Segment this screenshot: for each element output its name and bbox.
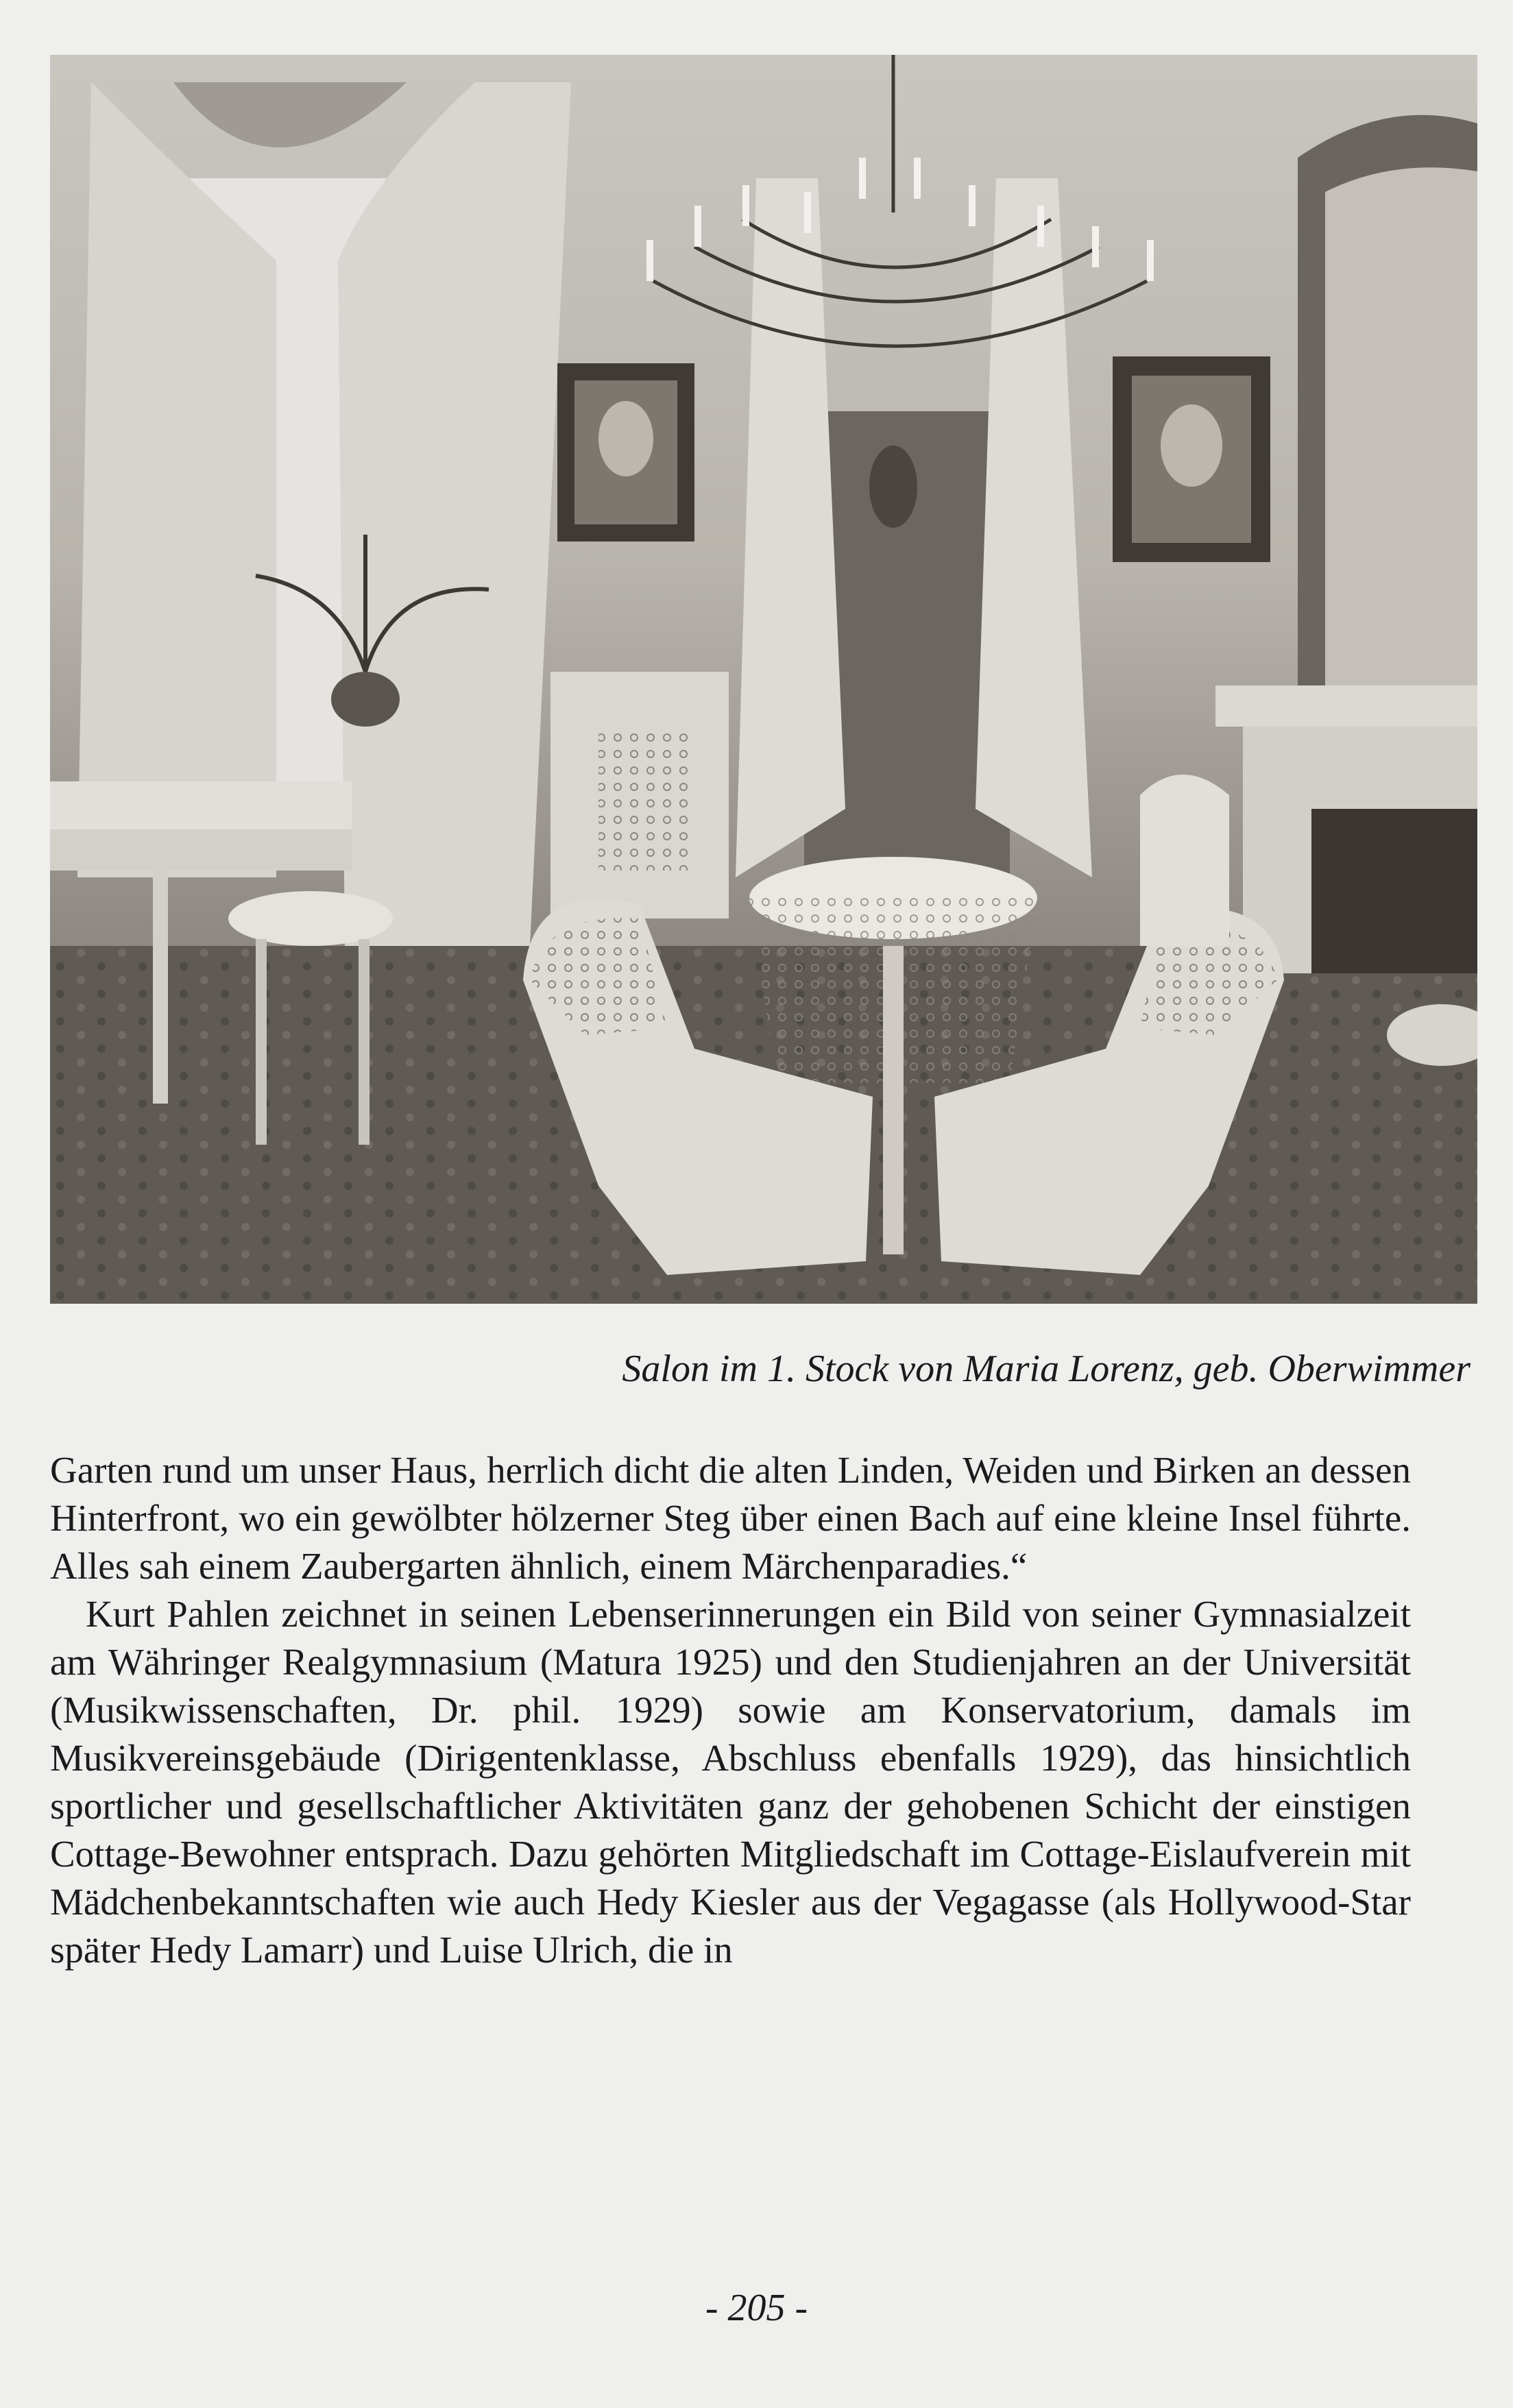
- photo-caption: Salon im 1. Stock von Maria Lorenz, geb. Oberwimmer: [622, 1348, 1470, 1390]
- paragraph: Kurt Pahlen zeichnet in seinen Lebenserinnerungen ein Bild von seiner Gymnasialzeit am Währinger Realgymnasium (Matura 1925) und den Studienjahren an der Universität (Musikwissenschaften, Dr. phil. 1929) sowie am Konservatorium, damals im Musikvereinsgebäude (Dirigentenklasse, Abschluss ebenfalls 1929), das hinsichtlich sportlicher und gesellschaftlicher Aktivitäten ganz der gehobenen Schicht der einstigen Cottage-Bewohner entsprach. Dazu gehörten Mitgliedschaft im Cottage-Eislaufverein mit Mädchenbekanntschaften wie auch Hedy Kiesler aus der Vegagasse (als Hollywood-Star später Hedy Lamarr) und Luise Ulrich, die in: [50, 1593, 1411, 1971]
- page-number: - 205 -: [705, 2287, 808, 2329]
- paragraph: Garten rund um unser Haus, herrlich dicht die alten Linden, Weiden und Birken an dessen Hinterfront, wo ein gewölbter hölzerner Steg über einen Bach auf eine kleine Insel führte. Alles sah einem Zaubergarten ähnlich, einem Märchenparadies.“: [50, 1449, 1411, 1587]
- salon-photograph: [50, 55, 1477, 1304]
- salon-photo-illustration: [50, 55, 1477, 1304]
- body-text: [50, 1446, 1411, 1974]
